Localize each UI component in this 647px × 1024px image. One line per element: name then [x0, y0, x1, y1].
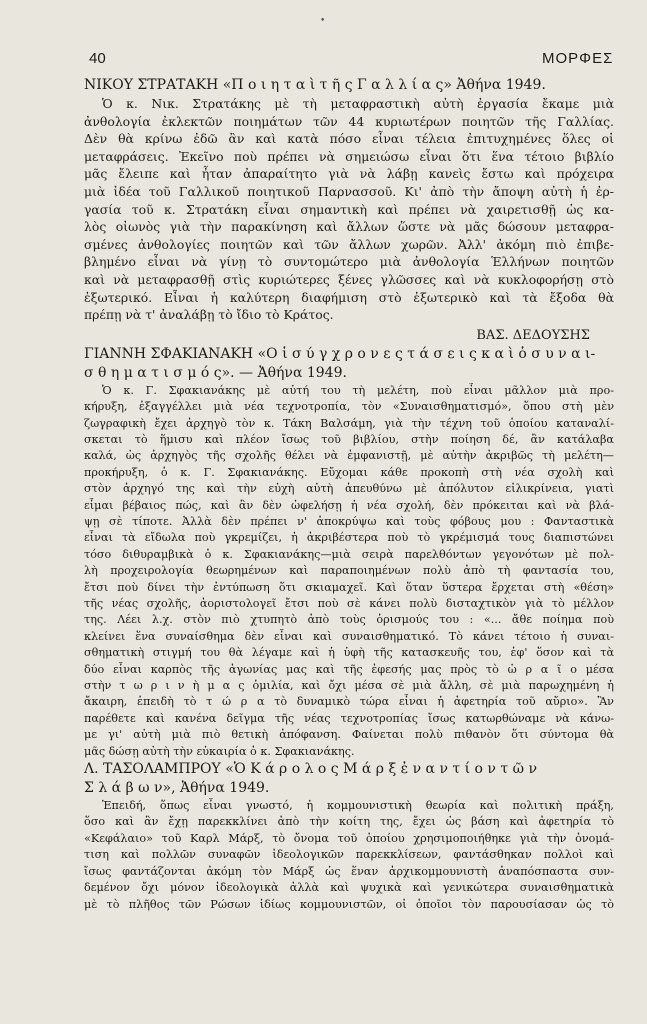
text-line: μὲ τὸ πλῆθος τῶν Ρώσων ἰδίως κομμουνιστῶν, οἱ ὁποῖοι τὸν παρουσίασαν ὡς τὸ — [84, 897, 614, 911]
text-line: παρέθετε καὶ κανένα δεῖγμα τῆς νέας τεχνοτροπίας ἴσως κατωρθώναμε νὰ κάνω- — [84, 711, 614, 725]
text-line: προκήρυξη, ὁ κ. Γ. Σφακιανάκης. Εὔχομαι κάθε προκοπὴ στὴ νέα σχολὴ καὶ — [84, 465, 614, 479]
page-number: 40 — [89, 50, 106, 67]
text-line: ἔτσι ποὺ δίνει τὴν ἐντύπωση ὅτι σκιαμαχεῖ. Καὶ ὅταν ὕστερα ἔρχεται στὴ «θέση» — [84, 580, 614, 594]
text-line: τιση καὶ πολλῶν συναφῶν ἰδεολογικῶν παρεκκλίσεων, φαντάσθηκαν πολλοὶ καὶ — [84, 848, 614, 862]
review-heading-line: ΝΙΚΟΥ ΣΤΡΑΤΑΚΗ «Π ο ι η τ α ὶ τ ῆ ς Γ α λ λ ί α ς» Ἀθήνα 1949. — [84, 77, 546, 93]
text-line: Ὁ κ. Νικ. Στρατάκης μὲ τὴ μεταφραστικὴ αὐτὴ ἐργασία ἔκαμε μιὰ — [102, 96, 614, 111]
text-line: Δὲν θὰ κρίνω ἐδῶ ἂν καὶ κατὰ πόσο εἶναι τέλεια ἐπιτυχημένες ὅλες οἱ — [84, 131, 614, 147]
text-line: καὶ νὰ μεταφρασθῇ στὶς κυριώτερες ξένες γλῶσσες καὶ νὰ κυκλοφορήσῃ στὸ — [84, 271, 614, 287]
text-line: μιὰ ἰδέα τοῦ Γαλλικοῦ ποιητικοῦ Παρνασσοῦ. Κι' ἀπὸ τὴν ἄποψη αὐτὴ ἡ ἐρ- — [84, 183, 614, 199]
text-line: «Κεφάλαιο» τοῦ Καρλ Μάρξ, τὸ ὄνομα τοῦ ὁποίου χρησιμοποιήθηκε γιὰ τὴν ὀνομά- — [84, 831, 614, 845]
review-stratakis — [84, 76, 614, 345]
page-content — [84, 76, 614, 913]
text-line: λὴ προχειρολογία θεωρημένων καὶ παραποιημένων πολὺ ἀπὸ τὴ φαντασία του, — [84, 564, 614, 578]
text-line: πρέπῃ νὰ τ' ἀναλάβῃ τὸ ἴδιο τὸ Κράτος. — [84, 307, 334, 323]
text-line: σμένες ἀνθολογίες ποιητῶν καὶ τῶν ἄλλων χωρῶν. Ἀλλ' ἀκόμη πιὸ ἐπιβε- — [84, 236, 614, 252]
text-line: κήρυξη, ἐξαγγέλλει μιὰ νέα τεχνοτροπία, τὸν «Συναισθηματισμό», ὅπου στὴ μὲν — [84, 400, 614, 414]
text-line: μᾶς ἔλειπε καὶ ἦταν ἀπαραίτητο γιὰ νὰ λάβῃ κανεὶς ἔστω καὶ πρόχειρα — [84, 166, 614, 182]
review-heading-line: Λ. ΤΑΣΟΛΑΜΠΡΟΥ «Ὁ Κ ά ρ ο λ ο ς Μ ά ρ ξ ἐ ν α ν τ ί ο ν τ ῶ ν — [84, 761, 537, 778]
text-line: δύο εἶναι καρπὸς τῆς ἀγωνίας μας καὶ τῆς ἐφεσής μας πρὸς τὸ ὡ ρ α ῖ ο μέσα — [84, 662, 614, 676]
text-line: τόσο διθυραμβικὰ ὁ κ. Σφακιανάκης—μιὰ σειρὰ παρελθόντων γεγονότων μὲ πολ- — [84, 547, 614, 561]
text-line: ζωγραφικὴ ἔχει ἀρχηγὸ τὸν κ. Τάκη Βαλσάμη, γιὰ τὴν τέχνη τοῦ ὁποίου καταναλί- — [84, 416, 614, 430]
text-line: κλείνει ἕνα συναίσθημα δὲν εἶναι καὶ συναισθηματικό. Τὸ κάνει τέτοιο ἡ συναι- — [84, 629, 614, 643]
text-line: εἶναι τὰ εἴδωλα ποὺ γκρεμίζει, ἡ ἀκριβέστερα ποὺ τὸ γκρέμισμά τους διαπιστώνει — [84, 531, 614, 545]
review-heading-line: Σ λ ά β ω ν», Ἀθήνα 1949. — [84, 780, 270, 797]
text-line: σκεται τὸ ἥμισυ καὶ πλέον ἴσως τοῦ βιβλίου, στὴν ποίηση δέ, ἂν κατάλαβα — [84, 432, 614, 446]
text-line: ψῃ σὲ τίποτε. Ἀλλὰ δὲν πρέπει ν' ἀποκρύψω καὶ τοὺς φόβους μου : Φανταστικὰ — [84, 514, 614, 528]
review-heading-line: ΓΙΑΝΝΗ ΣΦΑΚΙΑΝΑΚΗ «Ο ἱ σ ύ γ χ ρ ο ν ε ς τ ά σ ε ι ς κ α ὶ ὁ σ υ ν α ι- — [84, 345, 596, 362]
text-line: ὅσο καὶ ἂν ἔχῃ παρεκκλίνει ἀπὸ τὴν κοίτη της, ἔχει ὡς βάση καὶ ἀφετηρία τὸ — [84, 815, 614, 829]
text-line: γασία τοῦ κ. Στρατάκη εἶναι σημαντικὴ καὶ πρέπει νὰ χαιρετισθῇ ὡς κα- — [84, 201, 614, 217]
text-line: δεμένον ὄχι μόνον ἰδεολογικὰ ἀλλὰ καὶ ψυχικὰ καὶ γενικώτερα συναισθηματικὰ — [84, 881, 614, 895]
text-line: μεταφράσεις. Ἐκεῖνο ποὺ πρέπει νὰ σημειώσω εἶναι ὅτι ἕνα τέτοιο βιβλίο — [84, 148, 614, 164]
text-line: στὴν τ ω ρ ι ν ὴ μ α ς ὁμιλία, καὶ ὄχι μέσα σὲ μιὰ ἄλλη, σὲ μιὰ παρωχημένη ἡ — [84, 679, 614, 693]
review-sfakianakis — [84, 345, 614, 760]
text-line: με γι' αὐτὴ μιὰ πιὸ θετικὴ ἀπόφανση. Φαίνεται πολὺ πιθανὸν ὅτι σύντομα θὰ — [84, 728, 614, 742]
text-line: της. Λέει λ.χ. στὸν πιὸ χτυπητὸ ἀπὸ τοὺς ὁρισμούς του : «... ἄθε ποίημα ποὺ — [84, 613, 614, 627]
text-line: ἄκαιρη, ἐπειδὴ τὸ τ ώ ρ α τὸ δυναμικὸ τώρα εἶναι ἡ ἀφετηρία τοῦ αὔριο». Ἂν — [84, 695, 614, 709]
text-line: σθηματικὴ στιγμή του θὰ λέγαμε καὶ ἡ ὑφὴ τῆς κατασκευῆς του, ἐφ' ὅσον καὶ τὰ — [84, 646, 614, 660]
review-tasolamprou — [84, 760, 614, 913]
review-signature: ΒΑΣ. ΔΕΔΟΥΣΗΣ — [476, 327, 590, 343]
text-line: Ἐπειδή, ὅπως εἶναι γνωστό, ἡ κομμουνιστικὴ θεωρία καὶ πολιτικὴ πράξη, — [102, 799, 614, 813]
text-line: λὸς οἰωνὸς γιὰ τὴν παρακίνηση καὶ ἄλλων ὥστε νὰ μᾶς δώσουν μεταφρα- — [84, 219, 614, 235]
top-mark: • — [320, 16, 326, 26]
text-line: ἀνθολογία ἐκλεκτῶν ποιημάτων τῶν 44 κυριωτέρων ποιητῶν τῆς Γαλλίας. — [84, 113, 614, 129]
text-line: εἶμαι βέβαιος πώς, καὶ ἂν δὲν ὠφελήσῃ ἡ νέα σχολή, δὲν πρόκειται καὶ νὰ βλά- — [84, 498, 614, 512]
text-line: μᾶς δώσῃ αὐτὴ τὴν εὐκαιρία ὁ κ. Σφακιανάκης. — [84, 744, 355, 758]
text-line: καλά, ὡς ἀρχηγὸς τῆς σχολῆς θέλει νὰ ἐμφανιστῇ, μὲ αὐτὴν ἀκριβῶς τὴ μελέτη— — [84, 449, 614, 463]
text-line: Ὁ κ. Γ. Σφακιανάκης μὲ αὐτή του τὴ μελέτη, ποὺ εἶναι μᾶλλον μιὰ προ- — [102, 383, 614, 397]
text-line: ἐξωτερικό. Εἶναι ἡ καλύτερη διαφήμιση στὸ ἐξωτερικὸ καὶ τὰ ἔξοδα θὰ — [84, 289, 614, 305]
text-line: στὸν ἀρχηγό της καὶ τὴν εὐχὴ αὐτὴ ἀπευθύνω μὲ ἀπόλυτον εἰλικρίνεια, γιατὶ — [84, 482, 614, 496]
text-line: ἴσως φαντάζονται ἀκόμη τὸν Μάρξ ὡς ἕναν ἀρχικομμουνιστὴ ἀναπόσπαστα συν- — [84, 864, 614, 878]
review-heading-line: σ θ η μ α τ ι σ μ ό ς». — Ἀθήνα 1949. — [84, 364, 347, 381]
running-title: ΜΟΡΦΕΣ — [542, 50, 614, 67]
text-line: τῆς νέας σχολῆς, ἀοριστολογεῖ ἔτσι ποὺ σὲ κάνει πολὺ δισταχτικὸν γιὰ τὸ μέλλον — [84, 597, 614, 610]
text-line: βλημένο εἶναι νὰ γίνῃ τὸ συντομώτερο μιὰ ἀνθολογία Ἑλλήνων ποιητῶν — [84, 254, 614, 270]
